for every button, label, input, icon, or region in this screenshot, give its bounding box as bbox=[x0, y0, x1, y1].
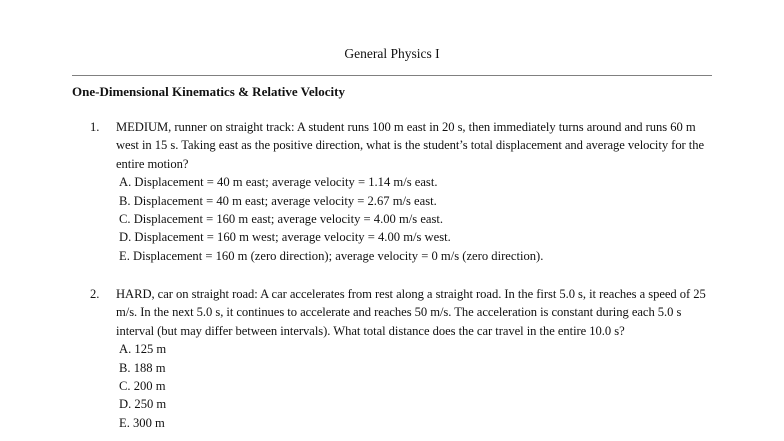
answer-choices bbox=[119, 340, 714, 432]
choice-d: D. Displacement = 160 m west; average velocity = 4.00 m/s west. bbox=[119, 230, 451, 245]
choice-d: D. 250 m bbox=[119, 397, 167, 412]
question-number: 1. bbox=[90, 120, 100, 134]
choice-a: A. 125 m bbox=[119, 342, 167, 357]
answer-choices bbox=[119, 173, 714, 265]
question-stem: HARD, car on straight road: A car accelerates from rest along a straight road. In the first 5.0 s, it reaches a speed of 25 m/s. In the next 5.0 s, it continues to accelerate and reaches 50 m/s. The acceleration is constant during each 5.0 s interval (but may differ between intervals). What total distance does the car travel in the entire 10.0 s? bbox=[116, 287, 706, 338]
choice-b: B. Displacement = 40 m east; average velocity = 2.67 m/s east. bbox=[119, 193, 437, 208]
question-1 bbox=[90, 118, 714, 265]
question-number: 2. bbox=[90, 287, 100, 301]
header-divider bbox=[72, 75, 712, 76]
section-title: One-Dimensional Kinematics & Relative Velocity bbox=[72, 84, 345, 99]
question-2 bbox=[90, 285, 714, 432]
choice-b: B. 188 m bbox=[119, 360, 166, 375]
choice-a: A. Displacement = 40 m east; average velocity = 1.14 m/s east. bbox=[119, 175, 438, 190]
choice-e: E. Displacement = 160 m (zero direction); average velocity = 0 m/s (zero direction). bbox=[119, 248, 544, 263]
choice-c: C. Displacement = 160 m east; average velocity = 4.00 m/s east. bbox=[119, 212, 444, 227]
page-header-title: General Physics I bbox=[344, 46, 440, 61]
choice-e: E. 300 m bbox=[119, 415, 165, 430]
choice-c: C. 200 m bbox=[119, 379, 166, 394]
question-stem: MEDIUM, runner on straight track: A student runs 100 m east in 20 s, then immediately turns around and runs 60 m west in 15 s. Taking east as the positive direction, what is the student’s total displacement and average velocity for the entire motion? bbox=[116, 120, 705, 171]
